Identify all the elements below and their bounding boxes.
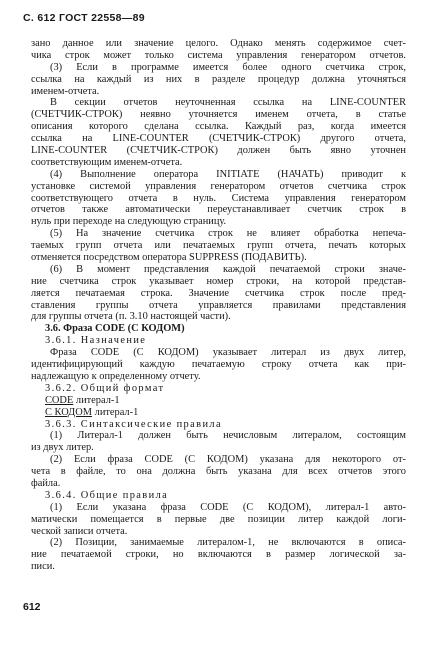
text-line: отменяется посредством оператора SUPPRESS (ПОДАВИТЬ). [31,252,307,264]
text-line: ние счетчика строк указывает номер строки, на которой представ- [31,275,406,287]
text-line: (5) На значение счетчика строк не влияет обработка непеча- [50,228,406,240]
text-line: файла. [31,477,61,489]
text-line: именем-отчета. [31,85,100,97]
text-line: В секции отчетов неуточненная ссылка на LINE-COUNTER [50,97,406,109]
text-line: соответствующего отчета в нуль. Система управления генератором [31,192,406,204]
text-line: (1) Литерал-1 должен быть нечисловым литералом, состоящим [50,430,406,442]
text-line: (СЧЕТЧИК-СТРОК) неявно уточняется именем отчета, в статье [31,109,406,121]
text-line: ставления группы отчета управляется правилами представления [31,299,406,311]
text-line: (1) Если указана фраза CODE (С КОДОМ), литерал-1 авто- [50,501,406,513]
text-line: (2) Если фраза CODE (С КОДОМ) указана для некоторого от- [50,454,406,466]
text-line [31,407,406,419]
text-line: (2) Позиции, занимаемые литералом-1, не включаются в описа- [50,537,406,549]
page-number: 612 [23,601,41,613]
syntax-keyword: С КОДОМ [45,406,93,418]
text-line: 3.6.3. Синтаксические правила [45,418,223,430]
syntax-operand: литерал-1 [92,406,139,418]
text-line: для группы отчета (п. 3.10 настоящей части). [31,311,231,323]
text-line [31,395,406,407]
text-line: ляется печатаемая строка. Значение счетчика строк после пред- [31,287,406,299]
text-line: установке системой управления генератором отчетов счетчика строк [31,180,406,192]
text-line: чика строк может только система управления генератором отчетов. [31,49,406,61]
text-line: (3) Если в программе имеется более одного счетчика строк, [50,61,406,73]
text-line: чета в файле, то она должна быть указана для всех отчетов этого [31,466,406,478]
text-line: ние печатаемой строки, но включаются в размер логической за- [31,549,406,561]
text-line: матически помещается в первые две позиции литер каждой логи- [31,513,406,525]
syntax-operand: литерал-1 [73,394,120,406]
text-line: из двух литер. [31,442,94,454]
text-line: соответствующим именем-отчета. [31,156,183,168]
text-line: 3.6. Фраза CODE (С КОДОМ) [45,323,185,335]
text-line: 3.6.4. Общие правила [45,489,169,501]
text-line: ссылка на каждый из них в разделе процедур должна уточняться [31,73,406,85]
text-line: описания которого сделана ссылка. Каждый раз, когда имеется [31,121,406,133]
text-line: таемых групп отчета или печатаемых групп отчета, печать которых [31,240,406,252]
text-line: ссылка на LINE-COUNTER (СЧЕТЧИК-СТРОК) другого отчета, [31,133,406,145]
text-line: Фраза CODE (С КОДОМ) указывает литерал из двух литер, [50,347,406,359]
text-line: нуль при переходе на следующую страницу. [31,216,227,228]
document-body [31,38,406,573]
text-line: LINE-COUNTER (СЧЕТЧИК-СТРОК) должен быть явно уточнен [31,145,406,157]
text-line: 3.6.2. Общий формат [45,382,165,394]
text-line: писи. [31,561,55,573]
text-line: ческой записи отчета. [31,525,128,537]
text-line: идентифицирующий каждую печатаемую строку отчета как при- [31,359,406,371]
text-line: зано данное или значение целого. Однако менять содержимое счет- [31,38,406,49]
text-line: 3.6.1. Назначение [45,335,147,347]
text-line: отчетов также автоматически переустанавливает счетчик строк в [31,204,406,216]
syntax-keyword: CODE [45,394,74,406]
text-line: надлежащую к определенному отчету. [31,370,201,382]
text-line: (4) Выполнение оператора INITIATE (НАЧАТЬ) приводит к [50,168,406,180]
text-line: (6) В момент представления каждой печатаемой строки значе- [50,263,406,275]
page-header: С. 612 ГОСТ 22558—89 [23,12,145,24]
